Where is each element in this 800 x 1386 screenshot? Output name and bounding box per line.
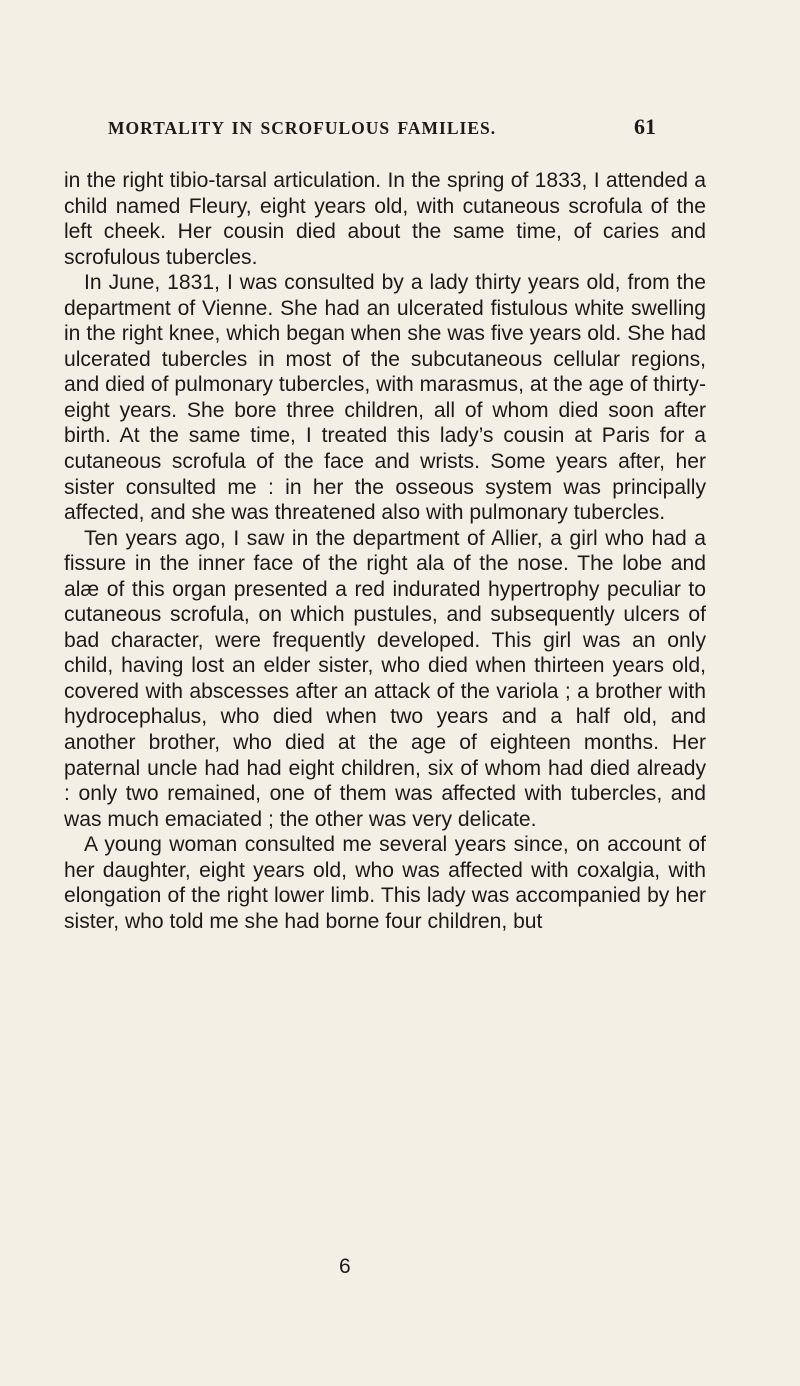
- signature-mark: 6: [339, 1255, 351, 1278]
- paragraph: A young woman consulted me several years since, on account of her daughter, eight years old, who was affected with coxalgia, with elongation of the right lower limb. This lady was accompanied by her sister, who told me she had borne four children, but: [64, 833, 706, 933]
- body-text: [64, 168, 706, 934]
- page-number: 61: [634, 114, 656, 139]
- running-head: MORTALITY IN SCROFULOUS FAMILIES.: [108, 118, 497, 138]
- paragraph: Ten years ago, I saw in the department of Allier, a girl who had a fissure in the inner face of the right ala of the nose. The lobe and alæ of this organ presented a red indurated hypertrophy peculiar to cutaneous scrofula, on which pustules, and subsequently ulcers of bad character, were frequently developed. This girl was an only child, having lost an elder sister, who died when thirteen years old, covered with abscesses after an attack of the variola ; a brother with hydrocephalus, who died when two years and a half old, and another brother, who died at the age of eighteen months. Her paternal uncle had had eight children, six of whom had died already : only two remained, one of them was affected with tubercles, and was much emaciated ; the other was very delicate.: [64, 526, 706, 831]
- page-header: [108, 114, 656, 144]
- paragraph: in the right tibio-tarsal articulation. In the spring of 1833, I attended a child named Fleury, eight years old, with cutaneous scrofula of the left cheek. Her cousin died about the same time, of caries and scrofulous tubercles.: [64, 169, 706, 269]
- paragraph: In June, 1831, I was consulted by a lady thirty years old, from the department of Vienne. She had an ulcerated fistulous white swelling in the right knee, which began when she was five years old. She had ulcerated tubercles in most of the subcutaneous cellular regions, and died of pulmonary tubercles, with marasmus, at the age of thirty-eight years. She bore three children, all of whom died soon after birth. At the same time, I treated this lady’s cousin at Paris for a cutaneous scrofula of the face and wrists. Some years after, her sister consulted me : in her the osseous system was principally affected, and she was threatened also with pulmonary tubercles.: [64, 271, 706, 525]
